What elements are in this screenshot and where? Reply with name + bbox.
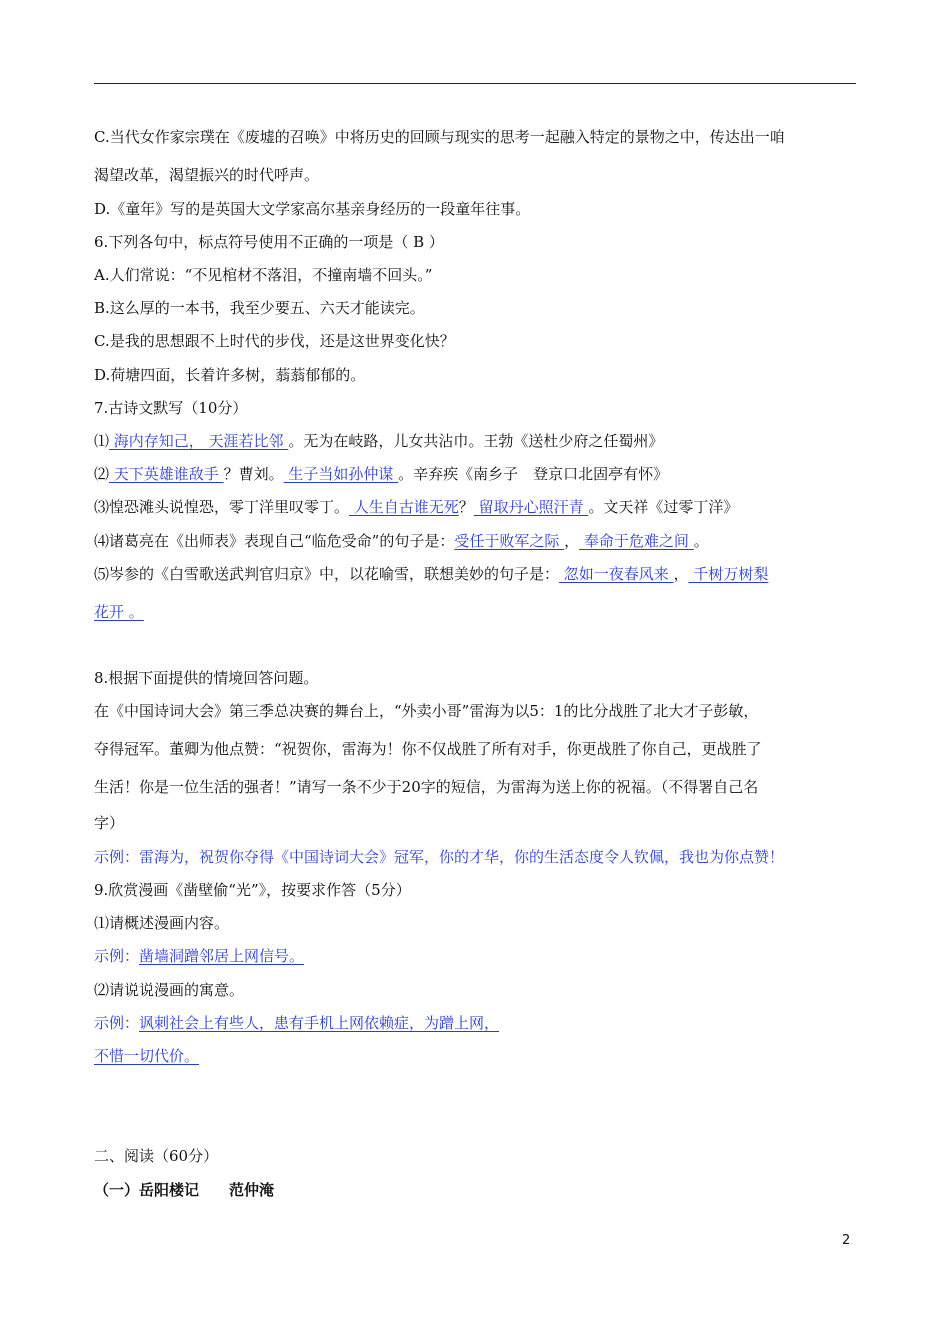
q8-text-4: 字） (94, 814, 125, 832)
poem-3 (94, 497, 864, 517)
question-7: 7.古诗文默写（10分） (94, 399, 248, 417)
q9-answer-2-continued (94, 1046, 864, 1066)
poem-2-mid: ？曹刘。 (223, 465, 284, 483)
question-6: 6.下列各句中，标点符号使用不正确的一项是（ B ） (94, 233, 444, 251)
poem-2-number: ⑵ (94, 465, 110, 483)
section-2-heading: 二、阅读（60分） (94, 1147, 219, 1165)
poem-1 (94, 431, 864, 451)
poem-2-answer-b: 生子当如孙仲谋 (283, 465, 399, 483)
q6-option-d: D.荷塘四面，长着许多树，蓊蓊郁郁的。 (94, 366, 366, 384)
poem-2-rest: 。辛弃疾《南乡子 登京口北固亭有怀》 (398, 465, 669, 483)
poem-4-mid: ， (564, 532, 580, 550)
poem-5-prefix: ⑸岑参的《白雪歌送武判官归京》中，以花喻雪，联想美妙的句子是： (94, 565, 560, 583)
q6-option-c: C.是我的思想跟不上时代的步伐，还是这世界变化快？ (94, 332, 455, 350)
page-number: 2 (842, 1233, 851, 1248)
poem-1-number: ⑴ (94, 432, 110, 450)
section-2-subheading: （一）岳阳楼记 范仲淹 (94, 1181, 275, 1199)
poem-4-answer-a: 受任于败军之际 (454, 532, 565, 550)
q9-answer-1-text: 凿墙洞蹭邻居上网信号。 (139, 947, 305, 965)
header-rule (94, 83, 856, 84)
q9-answer-2-label: 示例： (94, 1014, 140, 1032)
poem-1-rest: 。无为在岐路，儿女共沾巾。王勃《送杜少府之任蜀州》 (288, 432, 664, 450)
q9-answer-1-label: 示例： (94, 947, 140, 965)
option-c-line1: C.当代女作家宗璞在《废墟的召唤》中将历史的回顾与现实的思考一起融入特定的景物之中，传达出一咱 (94, 128, 785, 146)
q8-text-1: 在《中国诗词大会》第三季总决赛的舞台上，“外卖小哥”雷海为以5：1的比分战胜了北大才子彭敏， (94, 702, 759, 720)
question-9: 9.欣赏漫画《凿壁偷“光”》，按要求作答（5分） (94, 881, 411, 899)
poem-2-answer-a: 天下英雄谁敌手 (109, 465, 224, 483)
poem-5-mid: ， (673, 565, 689, 583)
poem-3-mid: ？ (458, 498, 474, 516)
poem-5-continued (94, 602, 864, 622)
poem-3-answer-b: 留取丹心照汗青 (473, 498, 589, 516)
poem-3-rest: 。文天祥《过零丁洋》 (588, 498, 739, 516)
poem-2 (94, 464, 864, 484)
q8-answer: 示例：雷海为，祝贺你夺得《中国诗词大会》冠军，你的才华，你的生活态度令人钦佩，我也为你点赞！ (94, 848, 785, 866)
question-8: 8.根据下面提供的情境回答问题。 (94, 669, 319, 687)
poem-4-prefix: ⑷诸葛亮在《出师表》表现自己“临危受命”的句子是： (94, 532, 455, 550)
poem-3-answer-a: 人生自古谁无死 (349, 498, 459, 516)
q8-text-2: 夺得冠军。董卿为他点赞：“祝贺你，雷海为！你不仅战胜了所有对手，你更战胜了你自己，更战胜了 (94, 740, 762, 758)
q9-answer-2 (94, 1013, 864, 1033)
option-c-line2: 渴望改革，渴望振兴的时代呼声。 (94, 166, 320, 184)
poem-5-answer-a: 忽如一夜春风来 (559, 565, 674, 583)
q9-answer-2-text-cont: 不惜一切代价。 (94, 1047, 200, 1065)
poem-5-answer-b: 千树万树梨 (688, 565, 769, 583)
q9-answer-1 (94, 946, 864, 966)
poem-4-answer-b: 奉命于危难之间 (579, 532, 694, 550)
poem-3-prefix: ⑶惶恐滩头说惶恐，零丁洋里叹零丁。 (94, 498, 350, 516)
q8-text-3: 生活！你是一位生活的强者！”请写一条不少于20字的短信，为雷海为送上你的祝福。（不得署自己名 (94, 778, 759, 796)
q9-answer-2-text: 讽刺社会上有些人，患有手机上网依赖症，为蹭上网， (139, 1014, 500, 1032)
q9-sub-1: ⑴请概述漫画内容。 (94, 914, 230, 932)
q6-option-b: B.这么厚的一本书，我至少要五、六天才能读完。 (94, 299, 425, 317)
option-d: D.《童年》写的是英国大文学家高尔基亲身经历的一段童年往事。 (94, 200, 531, 218)
poem-1-answer: 海内存知己， 天涯若比邻 (109, 432, 289, 450)
q6-option-a: A.人们常说：“不见棺材不落泪，不撞南墙不回头。” (94, 266, 433, 284)
poem-5-answer-b-cont: 花开 。 (94, 603, 144, 621)
poem-5 (94, 564, 864, 584)
q9-sub-2: ⑵请说说漫画的寓意。 (94, 981, 245, 999)
poem-4-rest: 。 (693, 532, 709, 550)
poem-4 (94, 531, 864, 551)
